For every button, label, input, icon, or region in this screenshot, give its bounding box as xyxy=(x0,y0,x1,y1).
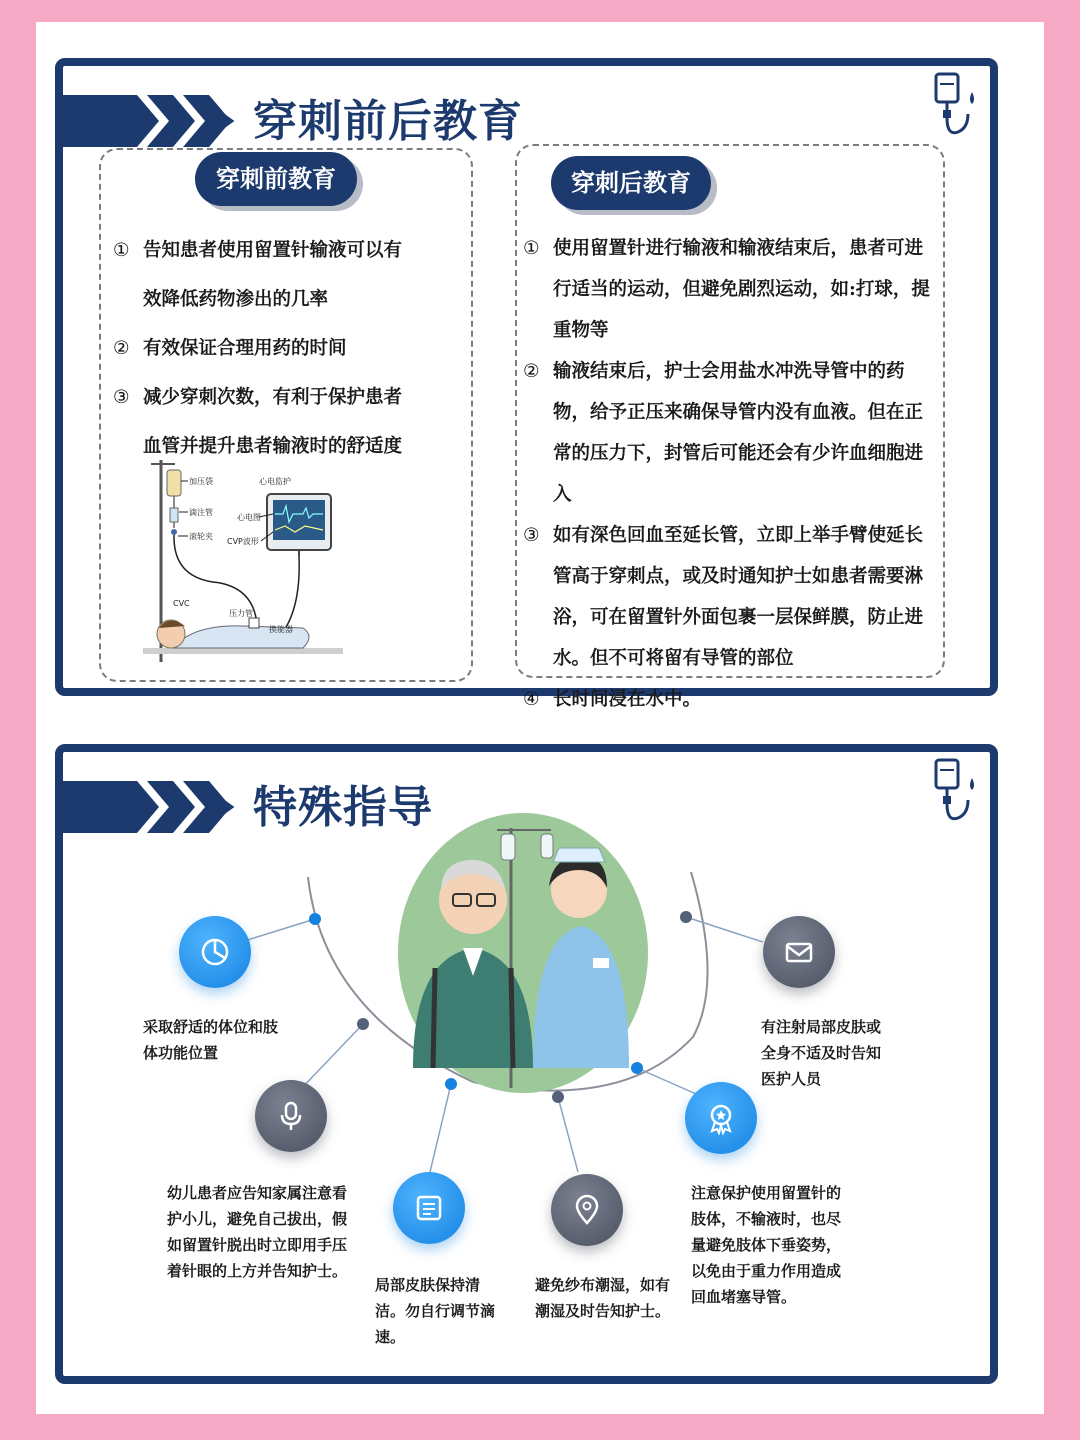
list-item: ① 告知患者使用留置针输液可以有效降低药物渗出的几率 xyxy=(113,240,403,310)
list-item: ① 使用留置针进行输液和输液结束后，患者可进行适当的运动，但避免剧烈运动，如:打球，提重物等 xyxy=(523,238,930,341)
section-title: 穿刺前后教育 xyxy=(253,96,523,147)
transducer-label: 换能器 xyxy=(269,625,293,634)
document-list-icon xyxy=(412,1191,446,1225)
feature-text: 有注射局部皮肤或全身不适及时告知医护人员 xyxy=(761,1018,882,1088)
special-guidance-panel xyxy=(55,744,998,1384)
list-item: ④ 长时间浸在水中。 xyxy=(523,689,702,710)
after-education-header: 穿刺后教育 xyxy=(551,156,711,210)
cvp-label: CVP波形 xyxy=(227,537,259,546)
pressure-tube-label: 压力管 xyxy=(229,609,253,618)
feature-text: 注意保护使用留置针的肢体，不输液时，也尽量避免肢体下垂姿势，以免由于重力作用造成回血堵塞导管。 xyxy=(691,1184,842,1306)
feature-text: 局部皮肤保持清洁。勿自行调节滴速。 xyxy=(375,1276,496,1346)
feature-text: 避免纱布潮湿，如有潮湿及时告知护士。 xyxy=(535,1276,671,1320)
feature-text: 采取舒适的体位和肢体功能位置 xyxy=(143,1018,279,1062)
feature-text: 幼儿患者应告知家属注意看护小儿，避免自己拔出，假如留置针脱出时立即用手压着针眼的上方并告知护士。 xyxy=(167,1184,348,1280)
after-education-list xyxy=(523,228,933,720)
list-item: ③ 减少穿刺次数，有利于保护患者血管并提升患者输液时的舒适度 xyxy=(113,387,403,457)
before-education-list xyxy=(113,226,413,471)
iv-drip-icon xyxy=(928,70,980,142)
cvc-label: CVC xyxy=(173,599,190,608)
cvc-monitoring-illustration xyxy=(133,456,353,676)
feature-icon-circle xyxy=(551,1174,623,1246)
feature-icon-circle xyxy=(393,1172,465,1244)
education-panel xyxy=(55,58,998,710)
feature-icon-circle xyxy=(763,916,835,988)
list-item: ③ 如有深色回血至延长管，立即上举手臂使延长管高于穿刺点，或及时通知护士如患者需要淋浴，可在留置针外面包裹一层保鲜膜，防止进水。但不可将留有导管的部位 xyxy=(523,525,924,669)
microphone-icon xyxy=(274,1099,308,1133)
drip-label: 滴注管 xyxy=(189,508,213,517)
feature-icon-circle xyxy=(179,916,251,988)
list-item: ② 输液结束后，护士会用盐水冲洗导管中的药物，给予正压来确保导管内没有血液。但在正常的压力下，封管后可能还会有少许血细胞进入 xyxy=(523,361,924,505)
bag-label: 加压袋 xyxy=(189,477,213,486)
patient-nurse-illustration xyxy=(393,808,653,1098)
award-badge-icon xyxy=(704,1101,738,1135)
location-pin-icon xyxy=(570,1193,604,1227)
before-education-header: 穿刺前教育 xyxy=(195,152,357,206)
monitor-label: 心电监护 xyxy=(259,477,291,486)
section-title: 特殊指导 xyxy=(253,782,433,833)
list-item: ② 有效保证合理用药的时间 xyxy=(113,338,347,359)
feature-icon-circle xyxy=(685,1082,757,1154)
feature-icon-circle xyxy=(255,1080,327,1152)
envelope-icon xyxy=(782,935,816,969)
clamp-label: 滚轮夹 xyxy=(189,532,213,541)
play-arrow-icon xyxy=(209,104,237,138)
ecg-label: 心电图 xyxy=(237,513,261,522)
pie-chart-icon xyxy=(198,935,232,969)
